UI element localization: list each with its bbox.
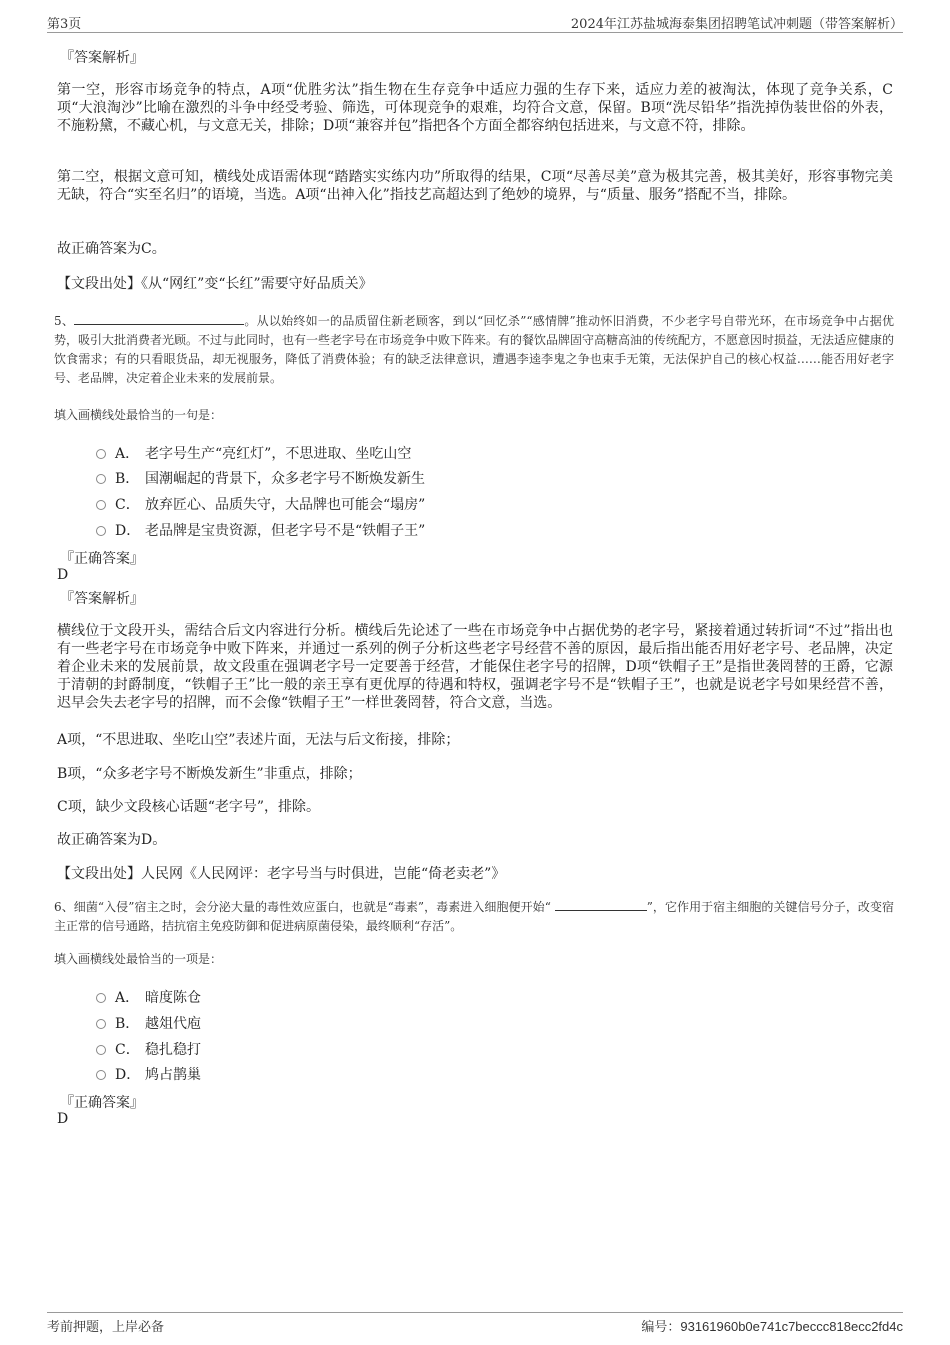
option-key: A．	[115, 990, 140, 1006]
q5-number: 5、	[54, 314, 75, 328]
q5-stem	[54, 312, 894, 388]
code-value: 93161960b0e741c7beccc818ecc2fd4c	[680, 1319, 903, 1334]
q6-prompt: 填入画横线处最恰当的一项是：	[54, 952, 223, 966]
q4-analysis-p2: 第二空，根据文意可知，横线处成语需体现“踏踏实实练内功”所取得的结果，C项“尽善尽美”意为极其完善，极其美好，形容事物完美无缺，符合“实至名归”的语境，当选。A项“出神入化”指技艺高超达到了绝妙的境界，与“质量、服务”搭配不当，排除。	[57, 169, 893, 203]
q6-option-b[interactable]	[96, 1013, 201, 1033]
option-key: C．	[115, 497, 140, 513]
option-text: 越俎代庖	[145, 1016, 201, 1032]
radio-icon[interactable]	[96, 993, 106, 1003]
q5-option-b[interactable]	[96, 468, 425, 488]
q4-analysis-label: 『答案解析』	[60, 50, 144, 66]
option-text: 鸠占鹊巢	[145, 1067, 201, 1083]
document-code	[641, 1316, 903, 1335]
radio-icon[interactable]	[96, 1045, 106, 1055]
option-key: D．	[115, 523, 141, 539]
radio-icon[interactable]	[96, 526, 106, 536]
q6-answer: D	[57, 1111, 69, 1127]
option-text: 老字号生产“亮红灯”，不思进取、坐吃山空	[145, 446, 412, 462]
document-title: 2024年江苏盐城海泰集团招聘笔试冲刺题（带答案解析）	[570, 17, 903, 32]
q4-source: 【文段出处】《从“网红”变“长红”需要守好品质关》	[57, 276, 373, 292]
q5-exclude-b: B项，“众多老字号不断焕发新生”非重点，排除；	[57, 766, 362, 782]
code-label: 编号：	[641, 1320, 681, 1335]
q6-option-c[interactable]	[96, 1039, 201, 1059]
q6-answer-label: 『正确答案』	[60, 1095, 144, 1111]
q6-stem-before: 细菌“入侵”宿主之时，会分泌大量的毒性效应蛋白，也就是“毒素”，毒素进入细胞便开始“	[73, 900, 555, 914]
option-text: 国潮崛起的背景下，众多老字号不断焕发新生	[145, 471, 425, 487]
q5-blank	[74, 313, 244, 325]
q5-exclude-a: A项，“不思进取、坐吃山空”表述片面，无法与后文衔接，排除；	[57, 732, 460, 748]
q5-answer-label: 『正确答案』	[60, 551, 144, 567]
page-number: 第3页	[47, 17, 82, 32]
option-key: C．	[115, 1042, 140, 1058]
option-key: B．	[115, 471, 140, 487]
radio-icon[interactable]	[96, 449, 106, 459]
q6-number: 6、	[54, 900, 74, 914]
q5-option-d[interactable]	[96, 520, 425, 540]
page-footer	[47, 1312, 903, 1333]
radio-icon[interactable]	[96, 1070, 106, 1080]
q5-answer: D	[57, 567, 69, 583]
option-text: 稳扎稳打	[145, 1042, 201, 1058]
q6-option-a[interactable]	[96, 987, 201, 1007]
option-key: D．	[115, 1067, 141, 1083]
q5-option-a[interactable]	[96, 443, 411, 463]
radio-icon[interactable]	[96, 500, 106, 510]
q5-option-c[interactable]	[96, 494, 425, 514]
q6-stem	[54, 898, 894, 936]
q6-option-d[interactable]	[96, 1064, 201, 1084]
q5-source: 【文段出处】人民网《人民网评：老字号当与时俱进，岂能“倚老卖老”》	[57, 866, 506, 882]
radio-icon[interactable]	[96, 474, 106, 484]
q5-analysis: 横线位于文段开头，需结合后文内容进行分析。横线后先论述了一些在市场竞争中占据优势的老字号，紧接着通过转折词“不过”指出也有一些老字号在市场竞争中败下阵来，并通过一系列的例子分析这些老字号经营不善的原因，最后指出能否用好老字号、老品牌，决定着企业未来的发展前景，故文段重在强调老字号一定要善于经营，才能保住老字号的招牌，D项“铁帽子王”是指世袭罔替的王爵，它源于清朝的封爵制度，“铁帽子王”比一般的亲王享有更优厚的待遇和特权，强调老字号不是“铁帽子王”，也就是说老字号如果经营不善，迟早会失去老字号的招牌，而不会像“铁帽子王”一样世袭罔替，符合文意，当选。	[57, 623, 893, 711]
q5-conclusion: 故正确答案为D。	[57, 832, 167, 848]
footer-slogan: 考前押题，上岸必备	[47, 1320, 165, 1335]
page-header	[47, 13, 903, 33]
q5-prompt: 填入画横线处最恰当的一句是：	[54, 408, 223, 422]
option-text: 放弃匠心、品质失守，大品牌也可能会“塌房”	[145, 497, 426, 513]
option-text: 老品牌是宝贵资源，但老字号不是“铁帽子王”	[145, 523, 426, 539]
radio-icon[interactable]	[96, 1019, 106, 1029]
q4-conclusion: 故正确答案为C。	[57, 241, 166, 257]
option-key: A．	[115, 446, 140, 462]
q6-stem-after: ”，它作用于宿主细胞的关键信号分子，改变宿主正常的信号通路，拮抗宿主免疫防御和促进病原菌侵染，最终顺利“存活”。	[54, 900, 895, 933]
q5-exclude-c: C项，缺少文段核心话题“老字号”，排除。	[57, 799, 321, 815]
q6-blank	[555, 899, 647, 911]
q5-stem-text: 。从以始终如一的品质留住新老顾客，到以“回忆杀”“感情牌”推动怀旧消费，不少老字号自带光环，在市场竞争中占据优势，吸引大批消费者光顾。不过与此同时，也有一些老字号在市场竞争中败下阵来。有的餐饮品牌固守高糖高油的传统配方，不愿意因时损益，无法适应健康的饮食需求；有的只看眼货品，却无视服务，降低了消费体验；有的缺乏法律意识，遭遇李逵李鬼之争也束手无策，无法保护自己的核心权益……能否用好老字号、老品牌，决定着企业未来的发展前景。	[54, 314, 895, 385]
option-text: 暗度陈仓	[145, 990, 201, 1006]
q5-analysis-label: 『答案解析』	[60, 591, 144, 607]
q4-analysis-p1: 第一空，形容市场竞争的特点，A项“优胜劣汰”指生物在生存竞争中适应力强的生存下来，适应力差的被淘汰，体现了竞争关系，C项“大浪淘沙”比喻在激烈的斗争中经受考验、筛选，可体现竞争的艰难，均符合文意，保留。B项“洗尽铅华”指洗掉伪装世俗的外表，不施粉黛，不藏心机，与文意无关，排除；D项“兼容并包”指把各个方面全都容纳包括进来，与文意不符，排除。	[57, 82, 893, 134]
option-key: B．	[115, 1016, 140, 1032]
